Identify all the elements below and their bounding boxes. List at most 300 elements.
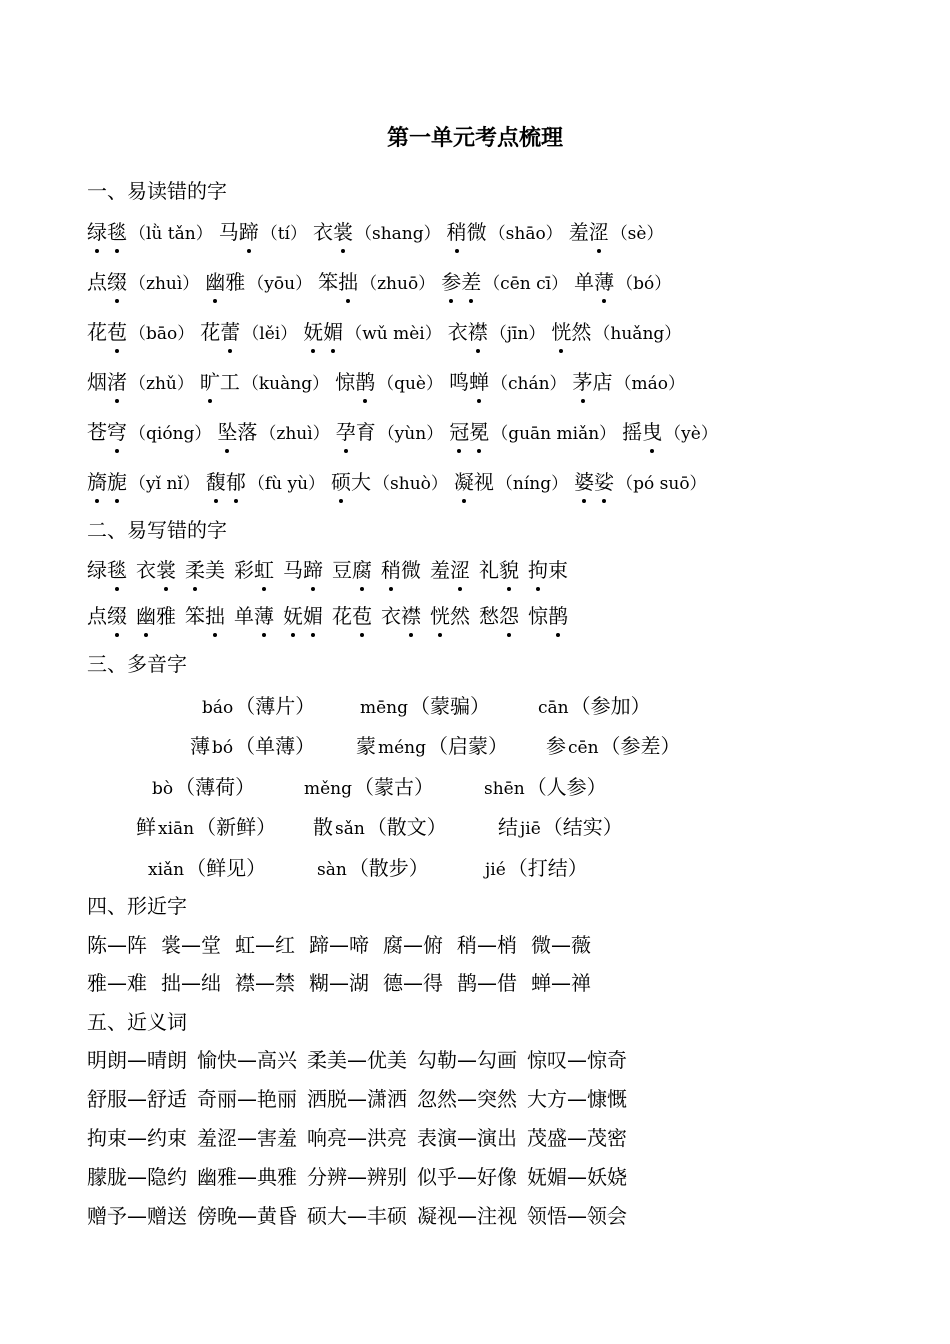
section4-heading: 四、形近字 xyxy=(87,894,187,918)
pinyin: shēn xyxy=(484,779,525,799)
word-char: 店 xyxy=(592,370,613,394)
word-char: 微 xyxy=(401,558,421,582)
polyphone-entry xyxy=(536,690,651,724)
word xyxy=(381,554,421,586)
pinyin: báo xyxy=(202,698,234,718)
word-char: 蝉 xyxy=(469,366,489,398)
word xyxy=(331,470,371,494)
read-item xyxy=(335,366,445,400)
example-word: （打结） xyxy=(507,856,588,880)
read-item xyxy=(87,466,202,500)
polyphone-entry xyxy=(356,730,508,764)
word xyxy=(335,370,375,394)
similar-pair: 虹—红 xyxy=(235,933,295,957)
word-char: 花 xyxy=(200,320,221,344)
example-word: （单薄） xyxy=(235,734,316,758)
word xyxy=(87,600,127,632)
word-char: 蹄 xyxy=(303,554,323,586)
word-char: 摇 xyxy=(622,420,643,444)
word-char: 旖 xyxy=(87,466,107,498)
pinyin: （qióng） xyxy=(129,424,212,444)
word-char: 襟 xyxy=(401,600,421,632)
pinyin: bó xyxy=(212,738,234,758)
word xyxy=(528,554,568,586)
word-char: 烟 xyxy=(87,370,107,394)
word xyxy=(454,470,494,494)
section1-heading: 一、易读错的字 xyxy=(87,179,227,203)
write-row xyxy=(87,600,577,634)
word-char: 美 xyxy=(205,558,225,582)
section3-heading: 三、多音字 xyxy=(87,652,187,676)
word xyxy=(449,370,489,394)
word xyxy=(206,470,246,494)
similar-pair: 微—薇 xyxy=(531,933,591,957)
word xyxy=(217,420,257,444)
word-char: 幽 xyxy=(205,266,225,298)
similar-pair: 襟—禁 xyxy=(235,971,295,995)
pinyin: （lǜ tǎn） xyxy=(129,224,213,244)
pinyin: （chán） xyxy=(490,374,567,394)
word-char: 羞 xyxy=(430,558,450,582)
word xyxy=(551,320,591,344)
pinyin: （bó） xyxy=(616,274,672,294)
word xyxy=(200,370,240,394)
pinyin: （lěi） xyxy=(242,324,298,344)
synonym-pair: 妩媚—妖娆 xyxy=(527,1165,627,1189)
word xyxy=(622,420,662,444)
synonym-pair: 勾勒—勾画 xyxy=(417,1048,517,1072)
polyphone-entry xyxy=(146,852,266,886)
read-item xyxy=(441,266,570,300)
pinyin: cēn xyxy=(568,738,599,758)
word xyxy=(448,320,488,344)
word-char: 笨 xyxy=(318,270,339,294)
example-word: （启蒙） xyxy=(428,734,509,758)
page-title: 第一单元考点梳理 xyxy=(386,126,563,151)
read-item xyxy=(573,366,688,400)
synonym-pair: 幽雅—典雅 xyxy=(197,1165,297,1189)
pinyin: cān xyxy=(538,698,569,718)
word-char: 鸣 xyxy=(448,370,469,394)
pinyin: sàn xyxy=(317,860,347,880)
word-char: 毯 xyxy=(107,554,127,586)
word-char: 旷 xyxy=(200,366,220,398)
word-char: 彩 xyxy=(234,558,254,582)
word-char: 单 xyxy=(234,604,254,628)
word-char: 媚 xyxy=(303,600,323,632)
word xyxy=(528,600,568,632)
word-char: 裳 xyxy=(156,554,176,586)
word-char: 大 xyxy=(351,470,372,494)
word-char: 稍 xyxy=(381,554,401,586)
word-char: 点 xyxy=(87,270,107,294)
word-char: 虹 xyxy=(254,554,274,586)
polyphone-entry xyxy=(302,771,434,805)
word-char: 婆 xyxy=(574,466,594,498)
pinyin: （shuò） xyxy=(373,474,448,494)
synonym-pair: 茂盛—茂密 xyxy=(527,1126,627,1150)
read-item xyxy=(454,466,570,500)
polyphone-entry xyxy=(313,811,447,845)
word-char: 孕 xyxy=(336,416,356,448)
pinyin: （yè） xyxy=(664,424,718,444)
word xyxy=(574,270,614,294)
example-word: （薄片） xyxy=(235,694,316,718)
word xyxy=(318,270,358,294)
synonym-pair: 大方—慷慨 xyxy=(527,1087,627,1111)
word xyxy=(185,600,225,632)
word-char: 郁 xyxy=(226,466,246,498)
synonym-pair: 羞涩—害羞 xyxy=(197,1126,297,1150)
pinyin: （guān miǎn） xyxy=(491,424,617,444)
word xyxy=(574,470,614,494)
pinyin: （zhuō） xyxy=(360,274,436,294)
word-char: 衣 xyxy=(381,604,401,628)
word-char: 稍 xyxy=(447,216,467,248)
polyphone-entry xyxy=(498,811,623,845)
word xyxy=(332,554,372,586)
word-char: 馥 xyxy=(206,466,226,498)
polyphone-entry xyxy=(190,730,315,764)
polyphone-char: 薄 xyxy=(190,734,210,758)
polyphone-entry xyxy=(150,771,255,805)
polyphone-char: 蒙 xyxy=(356,734,376,758)
synonym-pair: 忽然—突然 xyxy=(417,1087,517,1111)
word-char: 马 xyxy=(283,558,303,582)
read-item xyxy=(318,266,437,300)
similar-pair: 鹊—借 xyxy=(457,971,517,995)
word-char: 涩 xyxy=(450,554,470,586)
synonym-pair: 惊叹—惊奇 xyxy=(527,1048,627,1072)
word-char: 薄 xyxy=(254,600,274,632)
word-char: 工 xyxy=(219,370,240,394)
similar-pair: 拙—绌 xyxy=(161,971,221,995)
word xyxy=(234,554,274,586)
read-item xyxy=(569,216,666,250)
word xyxy=(87,470,127,494)
read-row xyxy=(87,216,669,250)
word xyxy=(87,220,127,244)
word-char: 涩 xyxy=(589,216,609,248)
word-char: 硕 xyxy=(331,466,351,498)
word-char: 襟 xyxy=(468,316,488,348)
word xyxy=(430,600,470,632)
word-char: 旎 xyxy=(107,466,127,498)
section5-heading: 五、近义词 xyxy=(87,1010,187,1034)
word-char: 缀 xyxy=(107,266,127,298)
read-item xyxy=(206,466,327,500)
word-char: 愁 xyxy=(479,604,499,628)
read-item xyxy=(217,416,331,450)
synonym-pair: 愉快—高兴 xyxy=(197,1048,297,1072)
word-char: 差 xyxy=(461,266,481,298)
word xyxy=(136,554,176,586)
pinyin: （kuàng） xyxy=(241,374,330,394)
synonym-pair: 奇丽—艳丽 xyxy=(197,1087,297,1111)
polyphone-char: 鲜 xyxy=(136,815,156,839)
example-word: （参差） xyxy=(600,734,681,758)
word xyxy=(569,220,609,244)
polyphone-char: 参 xyxy=(546,734,566,758)
word xyxy=(332,600,372,632)
word xyxy=(87,554,127,586)
word xyxy=(136,600,176,632)
word xyxy=(479,554,519,586)
word-char: 柔 xyxy=(185,554,205,586)
word xyxy=(87,420,127,444)
example-word: （新鲜） xyxy=(196,815,277,839)
word xyxy=(449,420,489,444)
synonym-pair: 舒服—舒适 xyxy=(87,1087,187,1111)
word-char: 苞 xyxy=(352,600,372,632)
word xyxy=(381,600,421,632)
similar-pair: 稍—梢 xyxy=(457,933,517,957)
word-char: 落 xyxy=(237,420,258,444)
synonym-pair: 朦胧—隐约 xyxy=(87,1165,187,1189)
read-row xyxy=(87,266,677,300)
similar-pair: 裳—堂 xyxy=(161,933,221,957)
word-char: 薄 xyxy=(594,266,614,298)
word-char: 恍 xyxy=(430,600,450,632)
read-item xyxy=(449,366,569,400)
word-char: 娑 xyxy=(594,466,614,498)
read-item xyxy=(331,466,450,500)
similar-row xyxy=(87,967,605,999)
word-char: 惊 xyxy=(335,370,356,394)
similar-pair: 蝉—禅 xyxy=(531,971,591,995)
pinyin: méng xyxy=(378,738,427,758)
word-char: 妩 xyxy=(303,316,323,348)
word-char: 裳 xyxy=(333,216,353,248)
word-char: 冠 xyxy=(449,416,469,448)
pinyin: （huǎng） xyxy=(593,324,682,344)
word-char: 束 xyxy=(548,558,568,582)
word-char: 茅 xyxy=(573,366,593,398)
polyphone-entry xyxy=(482,771,607,805)
word xyxy=(234,600,274,632)
similar-pair: 德—得 xyxy=(383,971,443,995)
word xyxy=(283,554,323,586)
word-char: 穹 xyxy=(107,416,127,448)
pinyin: （què） xyxy=(377,374,443,394)
word xyxy=(479,600,519,632)
word-char: 单 xyxy=(574,270,595,294)
read-item xyxy=(87,416,213,450)
polyphone-entry xyxy=(136,811,276,845)
pinyin: （cēn cī） xyxy=(483,274,569,294)
word-char: 苞 xyxy=(107,316,127,348)
pinyin: （shang） xyxy=(355,224,441,244)
pinyin: xiǎn xyxy=(148,860,185,880)
word-char: 衣 xyxy=(447,320,468,344)
read-row xyxy=(87,466,713,500)
synonym-pair: 赠予—赠送 xyxy=(87,1204,187,1228)
synonym-pair: 硕大—丰硕 xyxy=(307,1204,407,1228)
synonym-pair: 柔美—优美 xyxy=(307,1048,407,1072)
word-char: 豆 xyxy=(332,558,352,582)
word-char: 曳 xyxy=(642,416,662,448)
word xyxy=(336,420,376,444)
synonym-pair: 响亮—洪亮 xyxy=(307,1126,407,1150)
synonym-row xyxy=(87,1200,637,1232)
word-char: 鹊 xyxy=(355,366,375,398)
read-item xyxy=(574,266,673,300)
word-char: 雅 xyxy=(225,270,246,294)
read-item xyxy=(200,366,331,400)
word-char: 礼 xyxy=(479,558,499,582)
read-item xyxy=(448,316,548,350)
word-char: 拙 xyxy=(338,266,358,298)
synonym-pair: 分辨—辨别 xyxy=(307,1165,407,1189)
read-item xyxy=(447,216,565,250)
word xyxy=(200,320,240,344)
read-item xyxy=(574,466,708,500)
word xyxy=(430,554,470,586)
word xyxy=(87,270,127,294)
synonym-row xyxy=(87,1161,637,1193)
word-char: 花 xyxy=(332,604,352,628)
word-char: 苍 xyxy=(87,420,107,444)
word-char: 衣 xyxy=(313,220,333,244)
pinyin: mēng xyxy=(360,698,409,718)
synonym-pair: 傍晚—黄昏 xyxy=(197,1204,297,1228)
word-char: 然 xyxy=(450,604,470,628)
word-char: 绿 xyxy=(87,216,107,248)
similar-pair: 陈—阵 xyxy=(87,933,147,957)
word-char: 坠 xyxy=(217,416,237,448)
pinyin: （níng） xyxy=(495,474,569,494)
example-word: （散文） xyxy=(366,815,447,839)
synonym-pair: 拘束—约束 xyxy=(87,1126,187,1150)
pinyin: （sè） xyxy=(610,224,664,244)
read-row xyxy=(87,316,687,350)
word-char: 微 xyxy=(466,220,487,244)
word xyxy=(441,270,481,294)
example-word: （人参） xyxy=(526,775,607,799)
read-item xyxy=(449,416,618,450)
word xyxy=(87,320,127,344)
word-char: 羞 xyxy=(568,220,589,244)
word-char: 怨 xyxy=(499,600,519,632)
pinyin: （fù yù） xyxy=(247,474,326,494)
similar-row xyxy=(87,929,605,961)
pinyin: bò xyxy=(152,779,174,799)
word-char: 花 xyxy=(87,320,107,344)
word xyxy=(205,270,245,294)
read-row xyxy=(87,366,691,400)
pinyin: jiē xyxy=(520,819,541,839)
read-item xyxy=(87,216,215,250)
word xyxy=(185,554,225,586)
word-char: 蕾 xyxy=(220,316,240,348)
word-char: 冕 xyxy=(469,416,489,448)
word-char: 缀 xyxy=(107,600,127,632)
word-char: 拘 xyxy=(528,554,548,586)
example-word: （参加） xyxy=(570,694,651,718)
word-char: 毯 xyxy=(107,216,127,248)
example-word: （蒙古） xyxy=(354,775,435,799)
section2-heading: 二、易写错的字 xyxy=(87,518,227,542)
pinyin: jié xyxy=(485,860,506,880)
word-char: 马 xyxy=(218,220,239,244)
word-char: 媚 xyxy=(323,316,343,348)
word xyxy=(313,220,353,244)
synonym-pair: 凝视—注视 xyxy=(417,1204,517,1228)
read-item xyxy=(303,316,444,350)
similar-pair: 雅—难 xyxy=(87,971,147,995)
pinyin: （yùn） xyxy=(377,424,444,444)
example-word: （鲜见） xyxy=(186,856,267,880)
read-item xyxy=(219,216,309,250)
read-item xyxy=(87,266,201,300)
word xyxy=(283,600,323,632)
read-item xyxy=(313,216,443,250)
word-char: 凝 xyxy=(454,466,474,498)
synonym-pair: 表演—演出 xyxy=(417,1126,517,1150)
example-word: （蒙骗） xyxy=(410,694,491,718)
example-word: （散步） xyxy=(348,856,429,880)
synonym-row xyxy=(87,1083,637,1115)
synonym-pair: 领悟—领会 xyxy=(527,1204,627,1228)
polyphone-entry xyxy=(315,852,429,886)
word-char: 蹄 xyxy=(239,216,259,248)
similar-pair: 糊—湖 xyxy=(309,971,369,995)
word-char: 雅 xyxy=(156,604,176,628)
pinyin: （jīn） xyxy=(489,324,546,344)
pinyin: xiān xyxy=(158,819,195,839)
pinyin: （pó suō） xyxy=(616,474,707,494)
polyphone-entry xyxy=(546,730,681,764)
word xyxy=(219,220,259,244)
word-char: 腐 xyxy=(352,554,372,586)
word-char: 幽 xyxy=(136,600,156,632)
polyphone-char: 散 xyxy=(313,815,333,839)
pinyin: （yǐ nǐ） xyxy=(129,474,200,494)
pinyin: （zhuì） xyxy=(259,424,330,444)
word-char: 貌 xyxy=(499,554,519,586)
word-char: 视 xyxy=(473,470,494,494)
word-char: 鹊 xyxy=(548,600,568,632)
read-item xyxy=(336,416,446,450)
word-char: 参 xyxy=(441,266,461,298)
pinyin: （yōu） xyxy=(247,274,313,294)
synonym-pair: 似乎—好像 xyxy=(417,1165,517,1189)
read-row xyxy=(87,416,724,450)
word-char: 妩 xyxy=(283,600,303,632)
read-item xyxy=(622,416,720,450)
word-char: 绿 xyxy=(87,558,107,582)
write-row xyxy=(87,554,577,588)
word xyxy=(447,220,487,244)
word xyxy=(303,320,343,344)
polyphone-entry xyxy=(358,690,490,724)
word xyxy=(573,370,613,394)
polyphone-entry xyxy=(200,690,315,724)
synonym-pair: 洒脱—潇洒 xyxy=(307,1087,407,1111)
word-char: 育 xyxy=(355,420,376,444)
pinyin: （bāo） xyxy=(129,324,195,344)
word-char: 衣 xyxy=(136,558,156,582)
synonym-pair: 明朗—晴朗 xyxy=(87,1048,187,1072)
polyphone-char: 结 xyxy=(498,815,518,839)
synonym-row xyxy=(87,1044,637,1076)
word-char: 恍 xyxy=(551,316,571,348)
word-char: 渚 xyxy=(107,366,127,398)
read-item xyxy=(551,316,683,350)
word-char: 然 xyxy=(571,320,592,344)
pinyin: （máo） xyxy=(614,374,686,394)
read-item xyxy=(205,266,314,300)
